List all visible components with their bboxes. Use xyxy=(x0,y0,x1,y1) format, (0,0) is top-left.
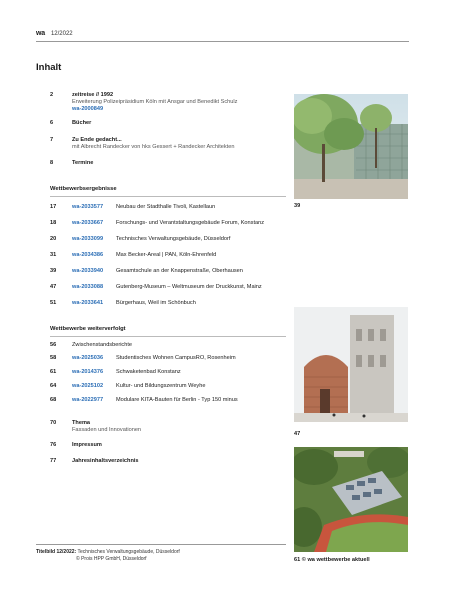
thumbnail-museum[interactable] xyxy=(294,307,408,422)
entry-code: wa-2033940 xyxy=(72,268,104,274)
section-heading: Wettbewerbe weiterverfolgt xyxy=(50,326,126,332)
header-divider xyxy=(36,41,409,42)
issue-number: 12/2022 xyxy=(50,30,73,37)
page-number: 64 xyxy=(50,383,57,389)
page-number: 51 xyxy=(50,300,57,306)
toc-column xyxy=(36,92,272,472)
page-number: 18 xyxy=(50,220,57,226)
thumbnail-aerial[interactable] xyxy=(294,447,408,552)
entry-code: wa-2025102 xyxy=(72,383,104,389)
page-number: 70 xyxy=(50,420,57,426)
entry-code: wa-2022977 xyxy=(72,397,104,403)
magazine-logo: wa xyxy=(36,30,45,37)
entry-code: wa-2033088 xyxy=(72,284,104,290)
page-number: 17 xyxy=(50,204,57,210)
entry-title: Impressum xyxy=(72,442,102,448)
image-caption: 47 xyxy=(294,431,301,437)
entry-code: wa-2033577 xyxy=(72,204,104,210)
museum-illustration xyxy=(294,307,408,422)
page-number: 68 xyxy=(50,397,57,403)
image-caption: 39 xyxy=(294,203,301,209)
entry-title: Bücher xyxy=(72,120,92,126)
entry-title: Modulare KITA-Bauten für Berlin - Typ 150 minus xyxy=(116,397,238,403)
section-divider xyxy=(50,336,286,337)
footer-divider xyxy=(36,544,286,545)
page-number: 61 xyxy=(50,369,57,375)
entry-code: wa-2025036 xyxy=(72,355,104,361)
aerial-illustration xyxy=(294,447,408,552)
courtyard-illustration xyxy=(294,94,408,199)
entry-code: wa-2033099 xyxy=(72,236,104,242)
page-number: 56 xyxy=(50,342,57,348)
entry-subtitle: mit Albrecht Randecker von hks Gessert + Randecker Architekten xyxy=(72,144,235,150)
entry-title: Technisches Verwaltungsgebäude, Düsseldorf xyxy=(116,236,231,242)
entry-title: Forschungs- und Verantstaltungsgebäude Forum, Konstanz xyxy=(116,220,265,226)
page-header xyxy=(36,30,73,37)
section-heading: Wettbewerbsergebnisse xyxy=(50,186,117,192)
entry-subtitle: Erweiterung Polizeipräsidium Köln mit Ansgar und Benedikt Schulz xyxy=(72,99,238,105)
page-number: 20 xyxy=(50,236,57,242)
entry-code: wa-2034386 xyxy=(72,252,104,258)
entry-subtitle: Fassaden und Innovationen xyxy=(72,427,142,433)
entry-title: Kultur- und Bildungszentrum Weyhe xyxy=(116,383,206,389)
page-number: 58 xyxy=(50,355,57,361)
page-number: 76 xyxy=(50,442,57,448)
entry-title: Gesamtschule an der Knappenstraße, Oberhausen xyxy=(116,268,243,274)
page-number: 77 xyxy=(50,458,57,464)
page-number: 39 xyxy=(50,268,57,274)
page-number: 2 xyxy=(50,92,54,98)
entry-title: zeitreise // 1992 xyxy=(72,92,114,98)
entry-code: wa-2014376 xyxy=(72,369,104,375)
entry-title: Max Becker-Areal | PAN, Köln-Ehrenfeld xyxy=(116,252,217,258)
entry-title: Termine xyxy=(72,160,94,166)
page-number: 31 xyxy=(50,252,57,258)
image-caption: 61 © wa wettbewerbe aktuell xyxy=(294,557,370,563)
footer-label: Titelbild 12/2022: xyxy=(36,549,77,555)
cover-credit xyxy=(36,549,180,562)
entry-title: Thema xyxy=(72,420,91,426)
section-divider xyxy=(50,196,286,197)
entry-title: Schwaketenbad Konstanz xyxy=(116,369,181,375)
page-number: 8 xyxy=(50,160,54,166)
thumbnail-courtyard[interactable] xyxy=(294,94,408,199)
entry-title: Neubau der Stadthalle Tivoli, Kastellaun xyxy=(116,204,216,210)
entry-title: Zwischenstandsberichte xyxy=(72,342,133,348)
entry-title: Bürgerhaus, Weil im Schönbuch xyxy=(116,300,196,306)
page-number: 6 xyxy=(50,120,54,126)
page-title: Inhalt xyxy=(36,62,62,73)
entry-code: wa-2033667 xyxy=(72,220,104,226)
entry-title: Studentisches Wohnen CampusRO, Rosenheim xyxy=(116,355,236,361)
page-number: 47 xyxy=(50,284,57,290)
entry-title: Zu Ende gedacht... xyxy=(72,137,122,143)
entry-title: Jahresinhaltsverzeichnis xyxy=(72,458,139,464)
footer-line-2: © Prois HPP GmbH, Düsseldorf xyxy=(76,555,147,562)
entry-code: wa-2000849 xyxy=(72,106,104,112)
footer-line-1: Technisches Verwaltungsgebäude, Düsseldorf xyxy=(77,549,180,555)
entry-code: wa-2033641 xyxy=(72,300,104,306)
entry-title: Gutenberg-Museum – Weltmuseum der Druckkunst, Mainz xyxy=(116,284,262,290)
page-number: 7 xyxy=(50,137,54,143)
